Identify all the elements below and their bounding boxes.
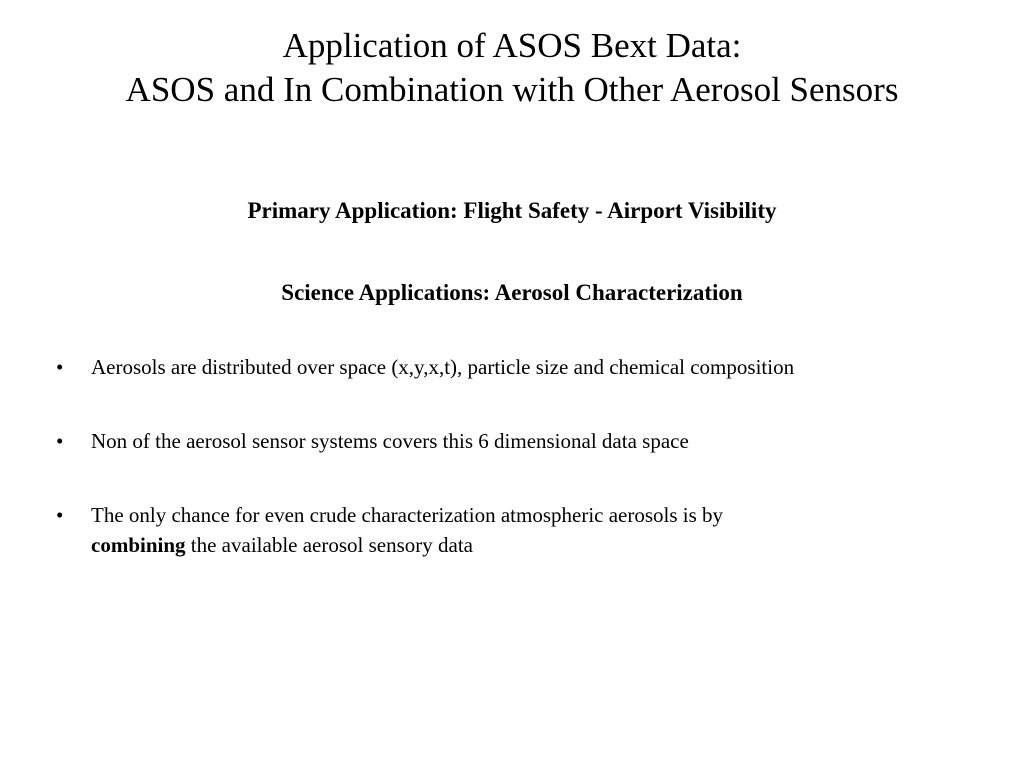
bullet-text-2: Non of the aerosol sensor systems covers this 6 dimensional data space — [91, 429, 689, 453]
bullet-text-3-emphasis: combining — [91, 533, 186, 557]
slide-title-line-2: ASOS and In Combination with Other Aerosol Sensors — [125, 70, 899, 109]
bullet-text-3: The only chance for even crude characterization atmospheric aerosols is by — [91, 503, 724, 527]
bullet-marker: • — [56, 503, 64, 527]
bullet-item-3 — [0, 500, 1024, 560]
bullet-item-1 — [0, 352, 1024, 382]
bullet-marker: • — [56, 355, 64, 379]
bullet-text-1: Aerosols are distributed over space (x,y,x,t), particle size and chemical composition — [91, 355, 795, 379]
primary-application-heading: Primary Application: Flight Safety - Airport Visibility — [247, 198, 777, 223]
bullet-text-3-rest: the available aerosol sensory data — [185, 533, 473, 557]
bullet-item-2 — [0, 426, 1024, 456]
science-applications-heading: Science Applications: Aerosol Characterization — [281, 280, 743, 305]
slide-title — [0, 24, 1024, 112]
bullet-marker: • — [56, 429, 64, 453]
bullet-list — [0, 352, 1024, 604]
slide-title-line-1: Application of ASOS Bext Data: — [282, 26, 742, 65]
